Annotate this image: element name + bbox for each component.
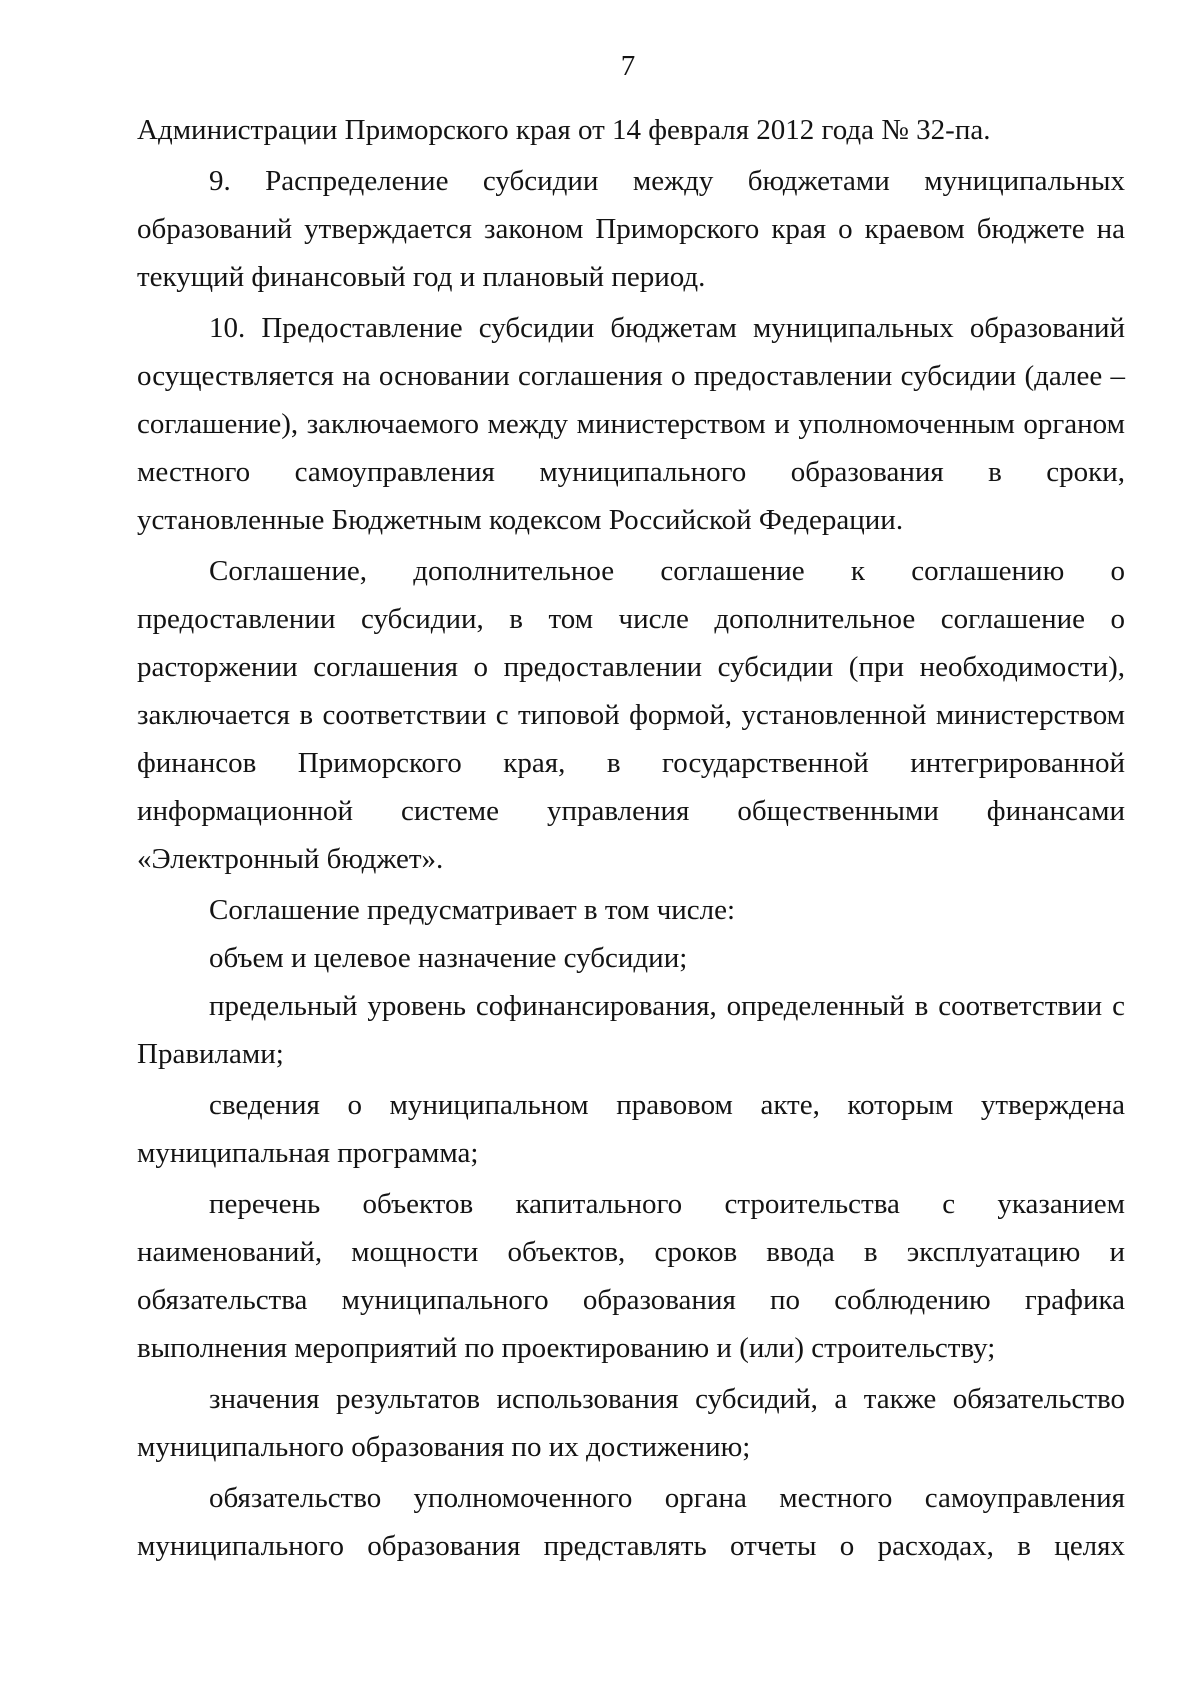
page-number: 7 (620, 50, 636, 82)
list-item-reports: обязательство уполномоченного органа местного самоуправления муниципального образования представлять отчеты о расходах, в целях (137, 1482, 1125, 1562)
document-body (137, 106, 1125, 1570)
list-item-volume: объем и целевое назначение субсидии; (209, 942, 688, 974)
list-item-objects: перечень объектов капитального строительства с указанием наименований, мощности объектов, сроков ввода в эксплуатацию и обязательства муниципального образования по соблюдению графика выполнения мероприятий по проектированию и (или) строительству; (137, 1188, 1125, 1364)
paragraph-item-9: 9. Распределение субсидии между бюджетами муниципальных образований утверждается законом Приморского края о краевом бюджете на текущий финансовый год и плановый период. (137, 165, 1125, 293)
paragraph-continuation: Администрации Приморского края от 14 февраля 2012 года № 32-па. (137, 114, 991, 146)
list-item-legal-act: сведения о муниципальном правовом акте, которым утверждена муниципальная программа; (137, 1089, 1125, 1169)
list-item-cofinancing: предельный уровень софинансирования, определенный в соответствии с Правилами; (137, 990, 1125, 1070)
paragraph-agreement-provides: Соглашение предусматривает в том числе: (209, 894, 736, 926)
list-item-results: значения результатов использования субсидий, а также обязательство муниципального образования по их достижению; (137, 1383, 1125, 1463)
paragraph-item-10: 10. Предоставление субсидии бюджетам муниципальных образований осуществляется на основании соглашения о предоставлении субсидии (далее – соглашение), заключаемого между министерством и уполномоченным органом местного самоуправления муниципального образования в сроки, установленные Бюджетным кодексом Российской Федерации. (137, 312, 1125, 536)
paragraph-agreement-form: Соглашение, дополнительное соглашение к соглашению о предоставлении субсидии, в том числе дополнительное соглашение о расторжении соглашения о предоставлении субсидии (при необходимости), заключается в соответствии с типовой формой, установленной министерством финансов Приморского края, в государственной интегрированной информационной системе управления общественными финансами «Электронный бюджет». (137, 555, 1125, 875)
